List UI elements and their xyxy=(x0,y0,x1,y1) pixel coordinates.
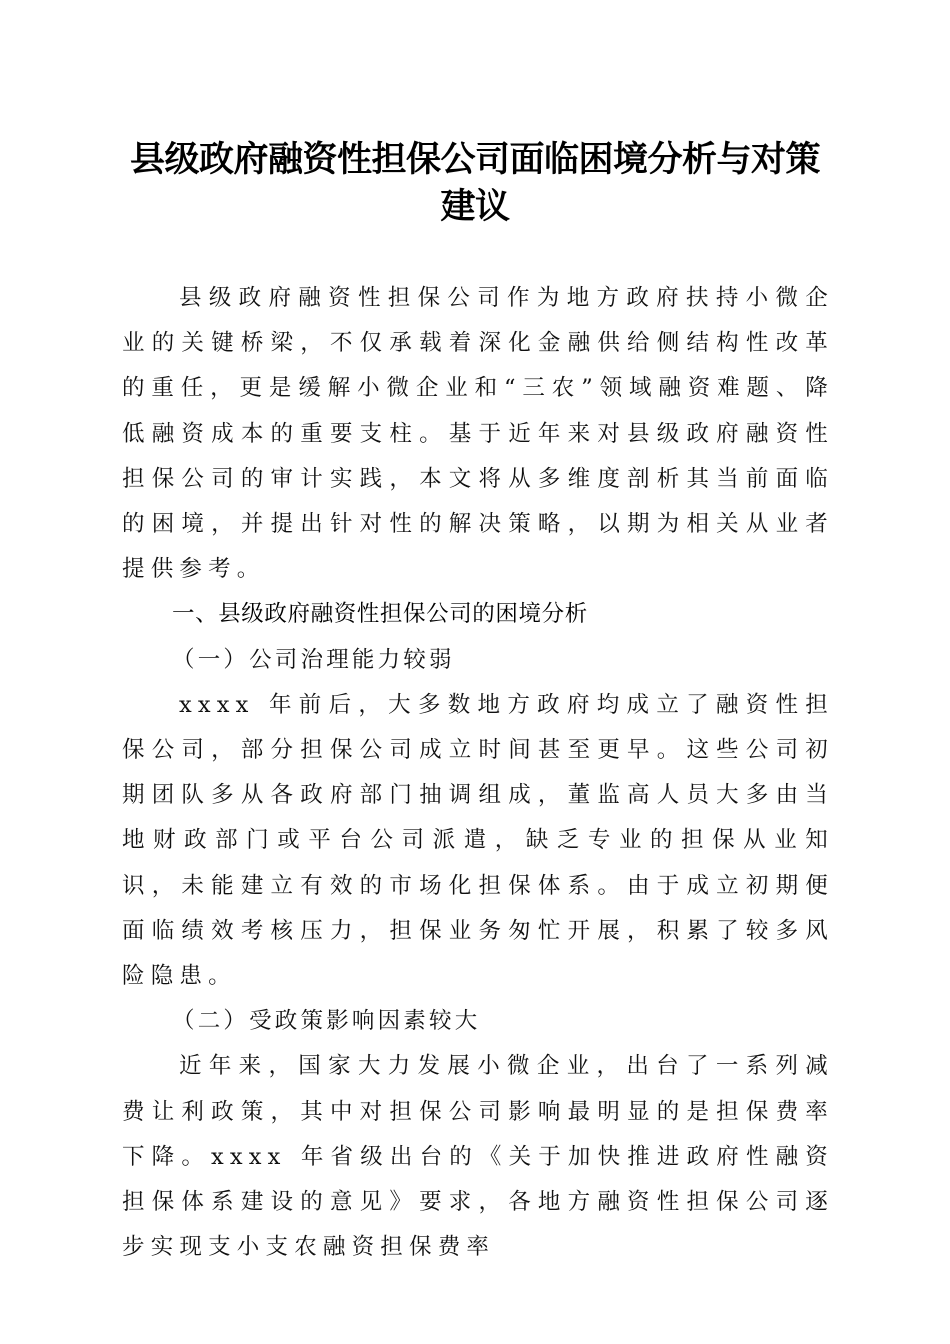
intro-paragraph: 县级政府融资性担保公司作为地方政府扶持小微企业的关键桥梁，不仅承载着深化金融供给侧结构性改革的重任，更是缓解小微企业和“三农”领域融资难题、降低融资成本的重要支柱。基于近年来对县级政府融资性担保公司的审计实践，本文将从多维度剖析其当前面临的困境，并提出针对性的解决策略，以期为相关从业者提供参考。 xyxy=(122,285,834,583)
subsection-paragraph-2: 近年来，国家大力发展小微企业，出台了一系列减费让利政策，其中对担保公司影响最明显的是担保费率下降。xxxx 年省级出台的《关于加快推进政府性融资担保体系建设的意见》要求，各地方融资性担保公司逐步实现支小支农融资担保费率 xyxy=(122,1053,834,1261)
section-heading-1: 一、县级政府融资性担保公司的困境分析 xyxy=(172,601,588,628)
title-line-1: 县级政府融资性担保公司面临困境分析与对策 xyxy=(129,139,820,180)
title-line-2: 建议 xyxy=(440,186,510,227)
document-body xyxy=(122,276,834,1270)
document-title xyxy=(110,136,840,230)
subsection-heading-2: （二）受政策影响因素较大 xyxy=(172,1008,481,1035)
subsection-heading-1: （一）公司治理能力较弱 xyxy=(172,646,455,673)
subsection-paragraph-1: xxxx 年前后，大多数地方政府均成立了融资性担保公司，部分担保公司成立时间甚至更早。这些公司初期团队多从各政府部门抽调组成，董监高人员大多由当地财政部门或平台公司派遣，缺乏专业的担保从业知识，未能建立有效的市场化担保体系。由于成立初期便面临绩效考核压力，担保业务匆忙开展，积累了较多风险隐患。 xyxy=(122,691,834,990)
